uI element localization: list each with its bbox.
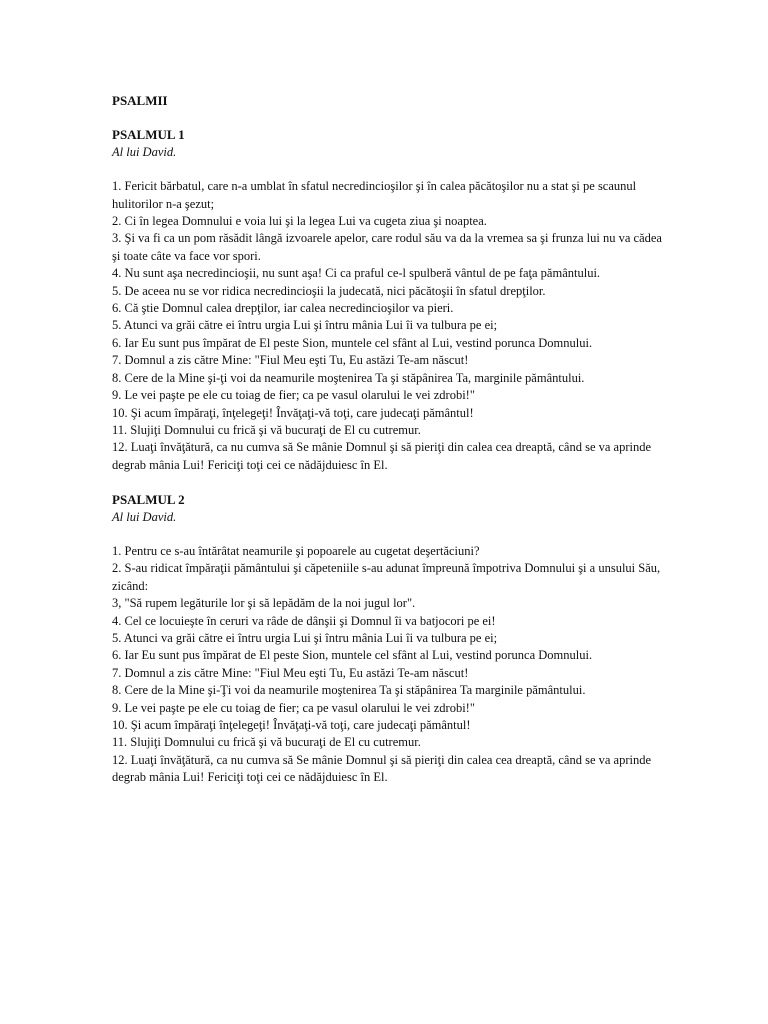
verse: 12. Luaţi învăţătură, ca nu cumva să Se mânie Domnul şi să pieriţi din calea cea dreaptă, când se va aprinde degrab mânia Lui! Fericiţi toţi cei ce nădăjduiesc în El. xyxy=(112,752,652,785)
verse: 12. Luaţi învăţătură, ca nu cumva să Se mânie Domnul şi să pieriţi din calea cea dreaptă, când se va aprinde degrab mânia Lui! Fericiţi toţi cei ce nădăjduiesc în El. xyxy=(112,440,652,472)
verse: 5. De aceea nu se vor ridica necredincioşii la judecată, nici păcătoşii în sfatul drepţilor. xyxy=(112,283,546,298)
verse: 4. Cel ce locuieşte în ceruri va râde de dânşii şi Domnul îi va batjocori pe ei! xyxy=(112,613,496,628)
verse: 8. Cere de la Mine şi-Ţi voi da neamurile moştenirea Ta şi stăpânirea Ta marginile pământului. xyxy=(112,683,586,698)
verse: 7. Domnul a zis către Mine: "Fiul Meu eşti Tu, Eu astăzi Te-am născut! xyxy=(112,665,469,680)
verse: 1. Fericit bărbatul, care n-a umblat în sfatul necredincioşilor şi în calea păcătoşilor nu a stat şi pe scaunul hulitorilor n-a şezut; xyxy=(112,179,637,211)
verse-list xyxy=(112,178,662,474)
verse: 5. Atunci va grăi către ei întru urgia Lui şi întru mânia Lui îi va tulbura pe ei; xyxy=(112,318,498,333)
verse: 9. Le vei paşte pe ele cu toiag de fier; ca pe vasul olarului le vei zdrobi!" xyxy=(112,700,475,715)
psalm-subtitle: Al lui David. xyxy=(112,509,177,524)
verse: 2. Ci în legea Domnului e voia lui şi la legea Lui va cugeta ziua şi noaptea. xyxy=(112,214,487,229)
verse: 6. Iar Eu sunt pus împărat de El peste Sion, muntele cel sfânt al Lui, vestind porunca Domnului. xyxy=(112,335,593,350)
verse: 4. Nu sunt aşa necredincioşii, nu sunt aşa! Ci ca praful ce-l spulberă vântul de pe faţa pământului. xyxy=(112,266,601,281)
verse: 11. Slujiţi Domnului cu frică şi vă bucuraţi de El cu cutremur. xyxy=(112,422,421,437)
psalm-section-2 xyxy=(112,491,662,787)
psalm-subtitle: Al lui David. xyxy=(112,144,177,159)
verse: 6. Că ştie Domnul calea drepţilor, iar calea necredincioşilor va pieri. xyxy=(112,301,454,316)
verse: 7. Domnul a zis către Mine: "Fiul Meu eşti Tu, Eu astăzi Te-am născut! xyxy=(112,353,469,368)
verse: 11. Slujiţi Domnului cu frică şi vă bucuraţi de El cu cutremur. xyxy=(112,735,421,750)
verse: 3. Şi va fi ca un pom răsădit lângă izvoarele apelor, care rodul său va da la vremea sa şi frunza lui nu va cădea şi toate câte va face vor spori. xyxy=(112,231,662,263)
document-page xyxy=(112,92,662,804)
verse: 2. S-au ridicat împăraţii pământului şi căpeteniile s-au adunat împreună împotriva Domnului şi a unsului Său, zicând: xyxy=(112,561,661,593)
psalm-title: PSALMUL 1 xyxy=(112,127,185,143)
verse: 1. Pentru ce s-au întărâtat neamurile şi popoarele au cugetat deşertăciuni? xyxy=(112,543,480,558)
verse: 9. Le vei paşte pe ele cu toiag de fier; ca pe vasul olarului le vei zdrobi!" xyxy=(112,388,475,403)
document-title: PSALMII xyxy=(112,93,168,108)
verse-list xyxy=(112,543,662,787)
verse: 5. Atunci va grăi către ei întru urgia Lui şi întru mânia Lui îi va tulbura pe ei; xyxy=(112,630,498,645)
verse: 6. Iar Eu sunt pus împărat de El peste Sion, muntele cel sfânt al Lui, vestind porunca Domnului. xyxy=(112,648,593,663)
verse: 8. Cere de la Mine şi-ţi voi da neamurile moştenirea Ta şi stăpânirea Ta, marginile pământului. xyxy=(112,370,585,385)
verse: 10. Şi acum împăraţi, înţelegeţi! Învăţaţi-vă toţi, care judecaţi pământul! xyxy=(112,405,474,420)
verse: 10. Şi acum împăraţi înţelegeţi! Învăţaţi-vă toţi, care judecaţi pământul! xyxy=(112,718,471,732)
psalm-section-1 xyxy=(112,126,662,474)
psalm-title: PSALMUL 2 xyxy=(112,492,185,508)
verse: 3, "Să rupem legăturile lor şi să lepădăm de la noi jugul lor". xyxy=(112,596,416,611)
